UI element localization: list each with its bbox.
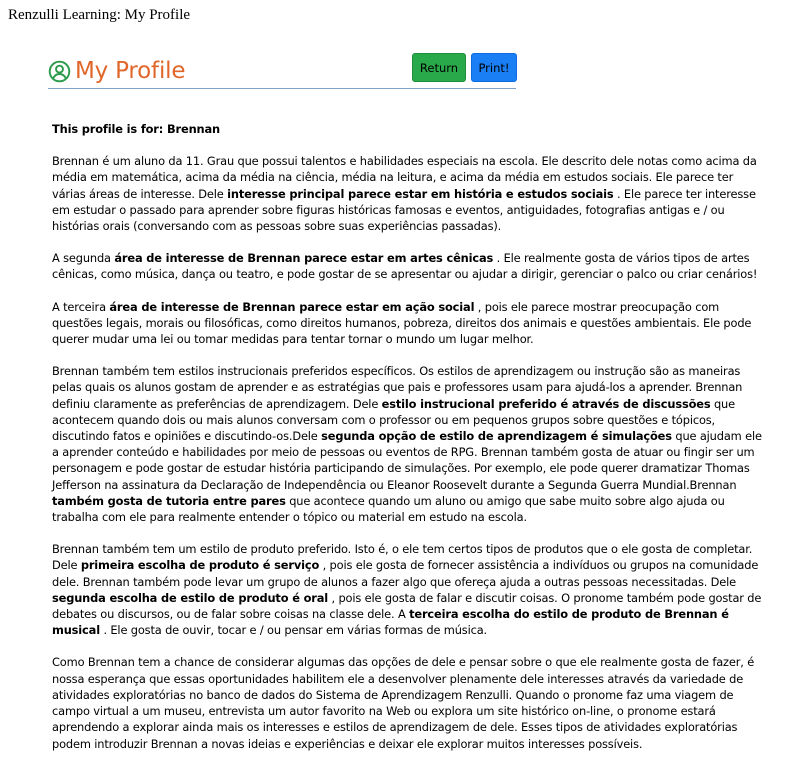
paragraph-interest-2: A segunda área de interesse de Brennan parece estar em artes cênicas . Ele realmente gosta de vários tipos de artes cênicas, como música, dança ou teatro, e pode gostar de se apresentar ou ajudar a dirigir, gerenciar o palco ou criar cenários! bbox=[52, 251, 758, 282]
profile-header bbox=[48, 52, 516, 89]
paragraph-instruction-styles: Brennan também tem estilos instrucionais preferidos específicos. Os estilos de aprendizagem ou instrução são as maneiras pelas quais os alunos gostam de aprender e as estratégias que pais e professores usam para ajudá-los a aprender. Brennan definiu claramente as preferências de aprendizagem. Dele estilo instrucional preferido é através de discussões que acontecem quando dois ou mais alunos conversam com o professor ou em pequenos grupos sobre questões e tópicos, discutindo fatos e opiniões e discutindo-os.Dele segunda opção de estilo de aprendizagem é simulações que ajudam ele a aprender conteúdo e habilidades por meio de pessoas ou eventos de RPG. Brennan também gosta de atuar ou fingir ser um personagem e pode gostar de estudar história participando de simulações. Por exemplo, ele pode querer dramatizar Thomas Jefferson na assinatura da Declaração de Independência ou Eleanor Roosevelt durante a Segunda Guerra Mundial.Brennan também gosta de tutoria entre pares que acontece quando um aluno ou amigo que sabe muito sobre algo ajuda ou trabalha com ele para realmente entender o tópico ou material em estudo na escola. bbox=[52, 364, 762, 525]
profile-for-label: This profile is for: Brennan bbox=[52, 122, 220, 136]
page-title: My Profile bbox=[75, 58, 186, 84]
user-circle-icon bbox=[48, 60, 71, 83]
paragraph-conclusion: Como Brennan tem a chance de considerar algumas das opções de dele e pensar sobre o que ele realmente gosta de fazer, é nossa esperança que essas oportunidades habilitem ele a desenvolver plenamente dele interesses através da variedade de atividades exploratórias no banco de dados do Sistema de Aprendizagem Renzulli. Quando o pronome faz uma viagem de campo virtual a um museu, entrevista um autor favorito na Web ou explora um site histórico on-line, o pronome estará aprendendo a explorar ainda mais os interesses e estilos de aprendizagem de dele. Esses tipos de atividades exploratórias podem introduzir Brennan a novas ideias e experiências e deixar ele explorar muitos interesses possíveis. bbox=[52, 655, 755, 751]
title-group bbox=[48, 58, 185, 84]
window-title: Renzulli Learning: My Profile bbox=[8, 7, 191, 23]
paragraph-interest-3: A terceira área de interesse de Brennan parece estar em ação social , pois ele parece mostrar preocupação com questões legais, morais ou filosóficas, como direitos humanos, pobreza, direitos dos animais e questões ambientais. Ele pode querer mudar uma lei ou tomar medidas para tentar tornar o mundo um lugar melhor. bbox=[52, 299, 752, 347]
print-button[interactable]: Print! bbox=[471, 53, 517, 82]
return-button[interactable]: Return bbox=[412, 53, 466, 82]
paragraph-product-styles: Brennan também tem um estilo de produto preferido. Isto é, o ele tem certos tipos de produtos que o ele gosta de completar. Dele primeira escolha de produto é serviço , pois ele gosta de fornecer assistência a indivíduos ou grupos na comunidade dele. Brennan também pode levar um grupo de alunos a fazer algo que ofereça ajuda a outras pessoas necessitadas. Dele segunda escolha de estilo de produto é oral , pois ele gosta de falar e discutir coisas. O pronome também pode gostar de debates ou discursos, ou de falar sobre coisas na classe dele. A terceira escolha do estilo de produto de Brennan é musical . Ele gosta de ouvir, tocar e / ou pensar em várias formas de música. bbox=[52, 542, 762, 638]
profile-content bbox=[52, 121, 764, 768]
paragraph-interest-1: Brennan é um aluno da 11. Grau que possui talentos e habilidades especiais na escola. Ele descrito dele notas como acima da média em matemática, acima da média na ciência, média na leitura, e acima da média em estudos sociais. Ele parece ter várias áreas de interesse. Dele interesse principal parece estar em história e estudos sociais . Ele parece ter interesse em estudar o passado para aprender sobre figuras históricas famosas e eventos, antiguidades, fotografias antigas e / ou histórias orais (conversando com as pessoas sobre suas experiências passadas). bbox=[52, 154, 757, 234]
